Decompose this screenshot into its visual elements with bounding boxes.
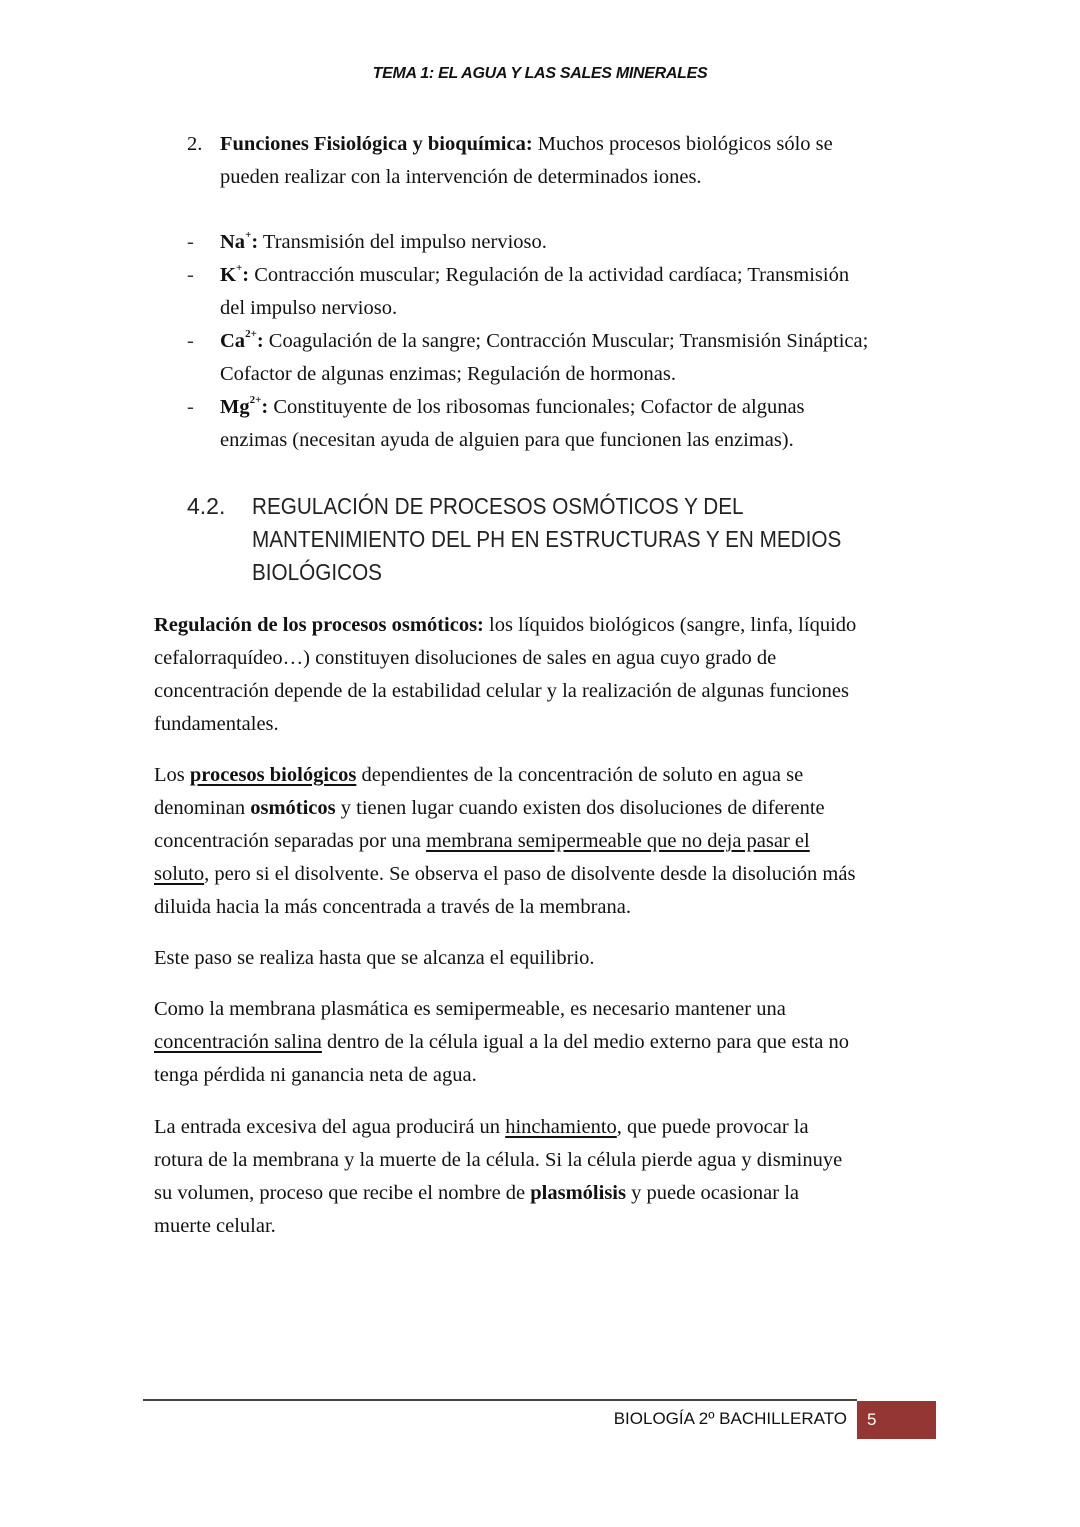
- ion-charge: 2+: [245, 328, 257, 340]
- paragraph-text: , que puede provocar la: [616, 1116, 809, 1138]
- footer-subject: BIOLOGÍA 2º BACHILLERATO: [613, 1409, 847, 1428]
- paragraph-text: y tienen lugar cuando existen dos disoluciones de diferente: [335, 797, 825, 819]
- footer-divider: [143, 1399, 857, 1401]
- text-line: [154, 708, 856, 741]
- text-line: [154, 858, 855, 891]
- paragraph-text: Como la membrana plasmática es semipermeable, es necesario mantener una: [154, 998, 786, 1020]
- ion-colon: :: [242, 264, 250, 286]
- text-line: [252, 490, 841, 523]
- text-line: [154, 675, 856, 708]
- ion-colon: :: [261, 396, 269, 418]
- text-line: [220, 128, 833, 161]
- text-line: [220, 292, 849, 325]
- paragraph-text: y puede ocasionar la: [625, 1182, 800, 1204]
- paragraph: [154, 993, 849, 1092]
- paragraph-text: diluida hacia la más concentrada a través de la membrana.: [154, 896, 631, 918]
- bullet-body: [220, 325, 868, 391]
- bullet-dash: -: [187, 330, 194, 352]
- ion-charge: +: [245, 229, 252, 241]
- text-line: [154, 1059, 849, 1092]
- paragraph-text: los líquidos biológicos (sangre, linfa, líquido: [483, 614, 857, 636]
- paragraph-text: rotura de la membrana y la muerte de la célula. Si la célula pierde agua y disminuye: [154, 1149, 843, 1171]
- paragraph-text: concentración separadas por una: [154, 830, 427, 852]
- emphasis-text: procesos biológicos: [189, 764, 357, 786]
- text-line: [220, 358, 868, 391]
- emphasis-text: plasmólisis: [530, 1182, 626, 1204]
- bullet-dash: -: [187, 231, 194, 253]
- text-line: [154, 792, 855, 825]
- bullet-body: [220, 391, 805, 457]
- ion-charge: 2+: [249, 394, 262, 406]
- text-line: [220, 161, 833, 194]
- section-number: 4.2.: [187, 493, 226, 519]
- text-line: [154, 993, 849, 1026]
- paragraph-text: dentro de la célula igual a la del medio externo para que esta no: [321, 1031, 849, 1053]
- paragraph: [154, 609, 856, 741]
- emphasis-text: soluto: [154, 863, 205, 885]
- paragraph-text: Este paso se realiza hasta que se alcanza el equilibrio.: [154, 947, 595, 969]
- paragraph-text: La entrada excesiva del agua producirá un: [154, 1116, 506, 1138]
- text-line: [220, 226, 547, 259]
- paragraph-text: tenga pérdida ni ganancia neta de agua.: [154, 1064, 477, 1086]
- text-line: [252, 523, 841, 556]
- item-number: 2.: [187, 133, 203, 155]
- item-text: pueden realizar con la intervención de determinados iones.: [220, 166, 702, 188]
- paragraph: [154, 942, 595, 975]
- paragraph: [154, 1111, 842, 1243]
- paragraph-text: cefalorraquídeo…) constituyen disoluciones de sales en agua cuyo grado de: [154, 647, 777, 669]
- ion-function-text: Constituyente de los ribosomas funcionales; Cofactor de algunas: [268, 396, 805, 418]
- section-title-text: MANTENIMIENTO DEL PH EN ESTRUCTURAS Y EN MEDIOS: [252, 526, 842, 552]
- text-line: [252, 556, 841, 589]
- paragraph-text: Los: [154, 764, 190, 786]
- text-line: [220, 259, 849, 292]
- ion-symbol: Na: [220, 231, 246, 253]
- page-header-title: TEMA 1: EL AGUA Y LAS SALES MINERALES: [372, 65, 708, 82]
- paragraph-text: su volumen, proceso que recibe el nombre de: [154, 1182, 531, 1204]
- text-line: [154, 942, 595, 975]
- paragraph-text: concentración depende de la estabilidad celular y la realización de algunas funciones: [154, 680, 849, 702]
- section-title-text: BIOLÓGICOS: [252, 559, 382, 585]
- text-line: [154, 642, 856, 675]
- ion-function-text: del impulso nervioso.: [220, 297, 398, 319]
- ion-function-text: Contracción muscular; Regulación de la actividad cardíaca; Transmisión: [249, 264, 850, 286]
- ion-colon: :: [256, 330, 264, 352]
- text-line: [154, 1177, 842, 1210]
- text-line: [220, 391, 805, 424]
- emphasis-text: osmóticos: [250, 797, 336, 819]
- ion-charge: +: [235, 262, 243, 274]
- paragraph-text: dependientes de la concentración de soluto en agua se: [356, 764, 804, 786]
- text-line: [220, 424, 805, 457]
- page-number-badge: 5: [857, 1401, 936, 1439]
- bullet-body: [220, 259, 849, 325]
- emphasis-text: hinchamiento: [505, 1116, 617, 1138]
- text-line: [220, 325, 868, 358]
- emphasis-text: Regulación de los procesos osmóticos:: [154, 614, 484, 636]
- bullet-body: [220, 226, 547, 259]
- emphasis-text: membrana semipermeable que no deja pasar el: [426, 830, 810, 852]
- bullet-dash: -: [187, 396, 194, 418]
- item-body: [220, 128, 833, 194]
- text-line: [154, 891, 855, 924]
- emphasis-text: concentración salina: [154, 1031, 322, 1053]
- paragraph-text: , pero si el disolvente. Se observa el paso de disolvente desde la disolución más: [204, 863, 856, 885]
- ion-symbol: Mg: [220, 396, 250, 418]
- section-title-text: REGULACIÓN DE PROCESOS OSMÓTICOS Y DEL: [252, 493, 744, 519]
- ion-symbol: K: [220, 264, 236, 286]
- ion-function-text: Transmisión del impulso nervioso.: [258, 231, 547, 253]
- section-title: [252, 490, 907, 589]
- text-line: [154, 1111, 842, 1144]
- text-line: [154, 1210, 842, 1243]
- paragraph-text: fundamentales.: [154, 713, 279, 735]
- paragraph: [154, 759, 855, 924]
- text-line: [154, 825, 855, 858]
- text-line: [154, 759, 855, 792]
- ion-function-text: Coagulación de la sangre; Contracción Muscular; Transmisión Sináptica;: [263, 330, 869, 352]
- bullet-dash: -: [187, 264, 194, 286]
- item-label: Funciones Fisiológica y bioquímica:: [220, 133, 533, 155]
- ion-symbol: Ca: [220, 330, 246, 352]
- ion-colon: :: [251, 231, 259, 253]
- text-line: [154, 1026, 849, 1059]
- ion-function-text: Cofactor de algunas enzimas; Regulación de hormonas.: [220, 363, 676, 385]
- paragraph-text: muerte celular.: [154, 1215, 276, 1237]
- text-line: [154, 609, 856, 642]
- item-text: Muchos procesos biológicos sólo se: [532, 133, 833, 155]
- paragraph-text: denominan: [154, 797, 251, 819]
- ion-function-text: enzimas (necesitan ayuda de alguien para que funcionen las enzimas).: [220, 429, 794, 451]
- text-line: [154, 1144, 842, 1177]
